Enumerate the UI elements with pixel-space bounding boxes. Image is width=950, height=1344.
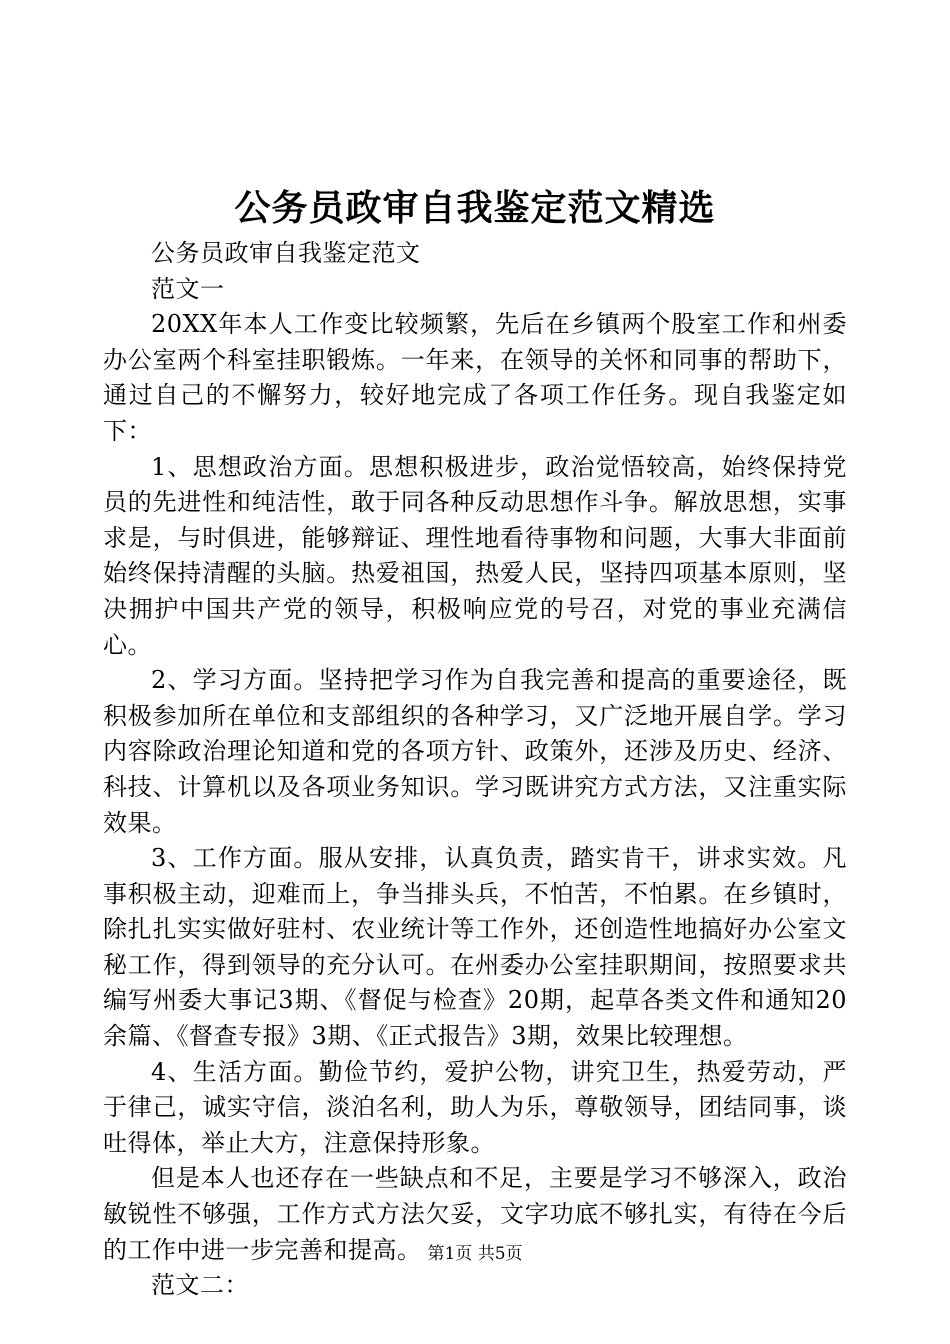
shortcomings-paragraph: 但是本人也还存在一些缺点和不足，主要是学习不够深入，政治敏锐性不够强，工作方式方法欠妥，文字功底不够扎实，有待在今后的工作中进一步完善和提高。 [103, 1164, 847, 1264]
document-title: 公务员政审自我鉴定范文精选 [234, 187, 716, 229]
subtitle-paragraph: 公务员政审自我鉴定范文 [151, 239, 421, 267]
politics-paragraph: 1、思想政治方面。思想积极进步，政治觉悟较高，始终保持党员的先进性和纯洁性，敢于同各种反动思想作斗争。解放思想，实事求是，与时俱进，能够辩证、理性地看待事物和问题，大事大非面前始终保持清醒的头脑。热爱祖国，热爱人民，坚持四项基本原则，坚决拥护中国共产党的领导，积极响应党的号召，对党的事业充满信心。 [103, 452, 847, 659]
section-heading-sample-two: 范文二： [151, 1271, 249, 1300]
intro-paragraph: 20XX年本人工作变比较频繁，先后在乡镇两个股室工作和州委办公室两个科室挂职锻炼。一年来，在领导的关怀和同事的帮助下，通过自己的不懈努力，较好地完成了各项工作任务。现自我鉴定如下： [103, 310, 847, 445]
work-paragraph: 3、工作方面。服从安排，认真负责，踏实肯干，讲求实效。凡事积极主动，迎难而上，争当排头兵，不怕苦，不怕累。在乡镇时，除扎扎实实做好驻村、农业统计等工作外，还创造性地搞好办公室文秘工作，得到领导的充分认可。在州委办公室挂职期间，按照要求共编写州委大事记3期、《督促与检查》20期，起草各类文件和通知20余篇、《督查专报》3期、《正式报告》3期，效果比较理想。 [103, 844, 847, 1051]
page-number-footer: 第1页 共5页 [427, 1244, 523, 1264]
section-heading-sample-one: 范文一 [151, 274, 225, 303]
study-paragraph: 2、学习方面。坚持把学习作为自我完善和提高的重要途径，既积极参加所在单位和支部组织的各种学习，又广泛地开展自学。学习内容除政治理论知道和党的各项方针、政策外，还涉及历史、经济、科技、计算机以及各项业务知识。学习既讲究方式方法，又注重实际效果。 [103, 666, 847, 837]
document-body [103, 236, 847, 1304]
life-paragraph: 4、生活方面。勤俭节约，爱护公物，讲究卫生，热爱劳动，严于律己，诚实守信，淡泊名利，助人为乐，尊敬领导，团结同事，谈吐得体，举止大方，注意保持形象。 [103, 1057, 847, 1157]
